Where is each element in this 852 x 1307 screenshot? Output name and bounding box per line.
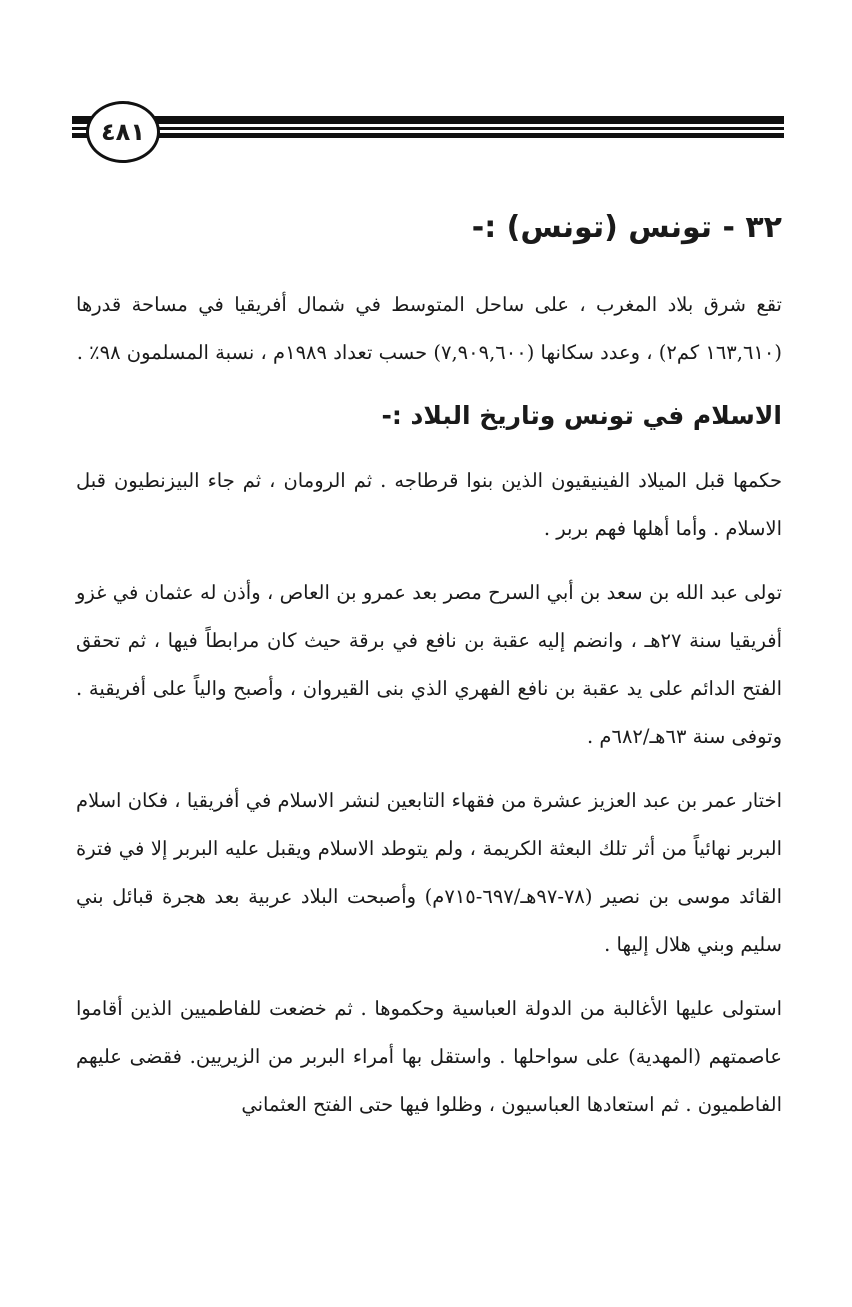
paragraph-history: حكمها قبل الميلاد الفينيقيون الذين بنوا قرطاجه . ثم الرومان ، ثم جاء البيزنطيون قبل الاسلام . وأما أهلها فهم بربر . (76, 469, 782, 540)
section-heading: الاسلام في تونس وتاريخ البلاد :- (381, 401, 782, 430)
paragraph-dynasties: استولى عليها الأغالبة من الدولة العباسية وحكموها . ثم خضعت للفاطميين الذين أقاموا عاصمتهم (المهدية) على سواحلها . واستقل بها أمراء البربر من الزيريين. فقضى عليهم الفاطميون . ثم استعادها العباسيون ، وظلوا فيها حتى الفتح العثماني (76, 997, 782, 1116)
page-body (76, 205, 782, 1145)
paragraph-conquest: تولى عبد الله بن سعد بن أبي السرح مصر بعد عمرو بن العاص ، وأذن له عثمان في غزو أفريقيا سنة ٢٧هـ ، وانضم إليه عقبة بن نافع في برقة حيث كان مرابطاً فيها ، ثم تحقق الفتح الدائم على يد عقبة بن نافع الفهري الذي بنى القيروان ، وأصبح والياً على أفريقية . وتوفى سنة ٦٣هـ/٦٨٢م . (76, 581, 782, 748)
chapter-heading: ٣٢ - تونس (تونس) :- (471, 210, 782, 245)
page-number: ٤٨١ (86, 101, 160, 163)
paragraph-berber-islam: اختار عمر بن عبد العزيز عشرة من فقهاء التابعين لنشر الاسلام في أفريقيا ، فكان اسلام البربر نهائياً من أثر تلك البعثة الكريمة ، ولم يتوطد الاسلام ويقبل عليه البربر إلا في فترة القائد موسى بن نصير (٧٨-٩٧هـ/٦٩٧-٧١٥م) وأصبحت البلاد عربية بعد هجرة قبائل بني سليم وبني هلال إليها . (76, 789, 782, 956)
paragraph-intro: تقع شرق بلاد المغرب ، على ساحل المتوسط في شمال أفريقيا في مساحة قدرها (١٦٣,٦١٠ كم٢) ، وعدد سكانها (٧,٩٠٩,٦٠٠) حسب تعداد ١٩٨٩م ، نسبة المسلمون ٩٨٪ . (76, 293, 782, 364)
header-rule (72, 116, 784, 138)
